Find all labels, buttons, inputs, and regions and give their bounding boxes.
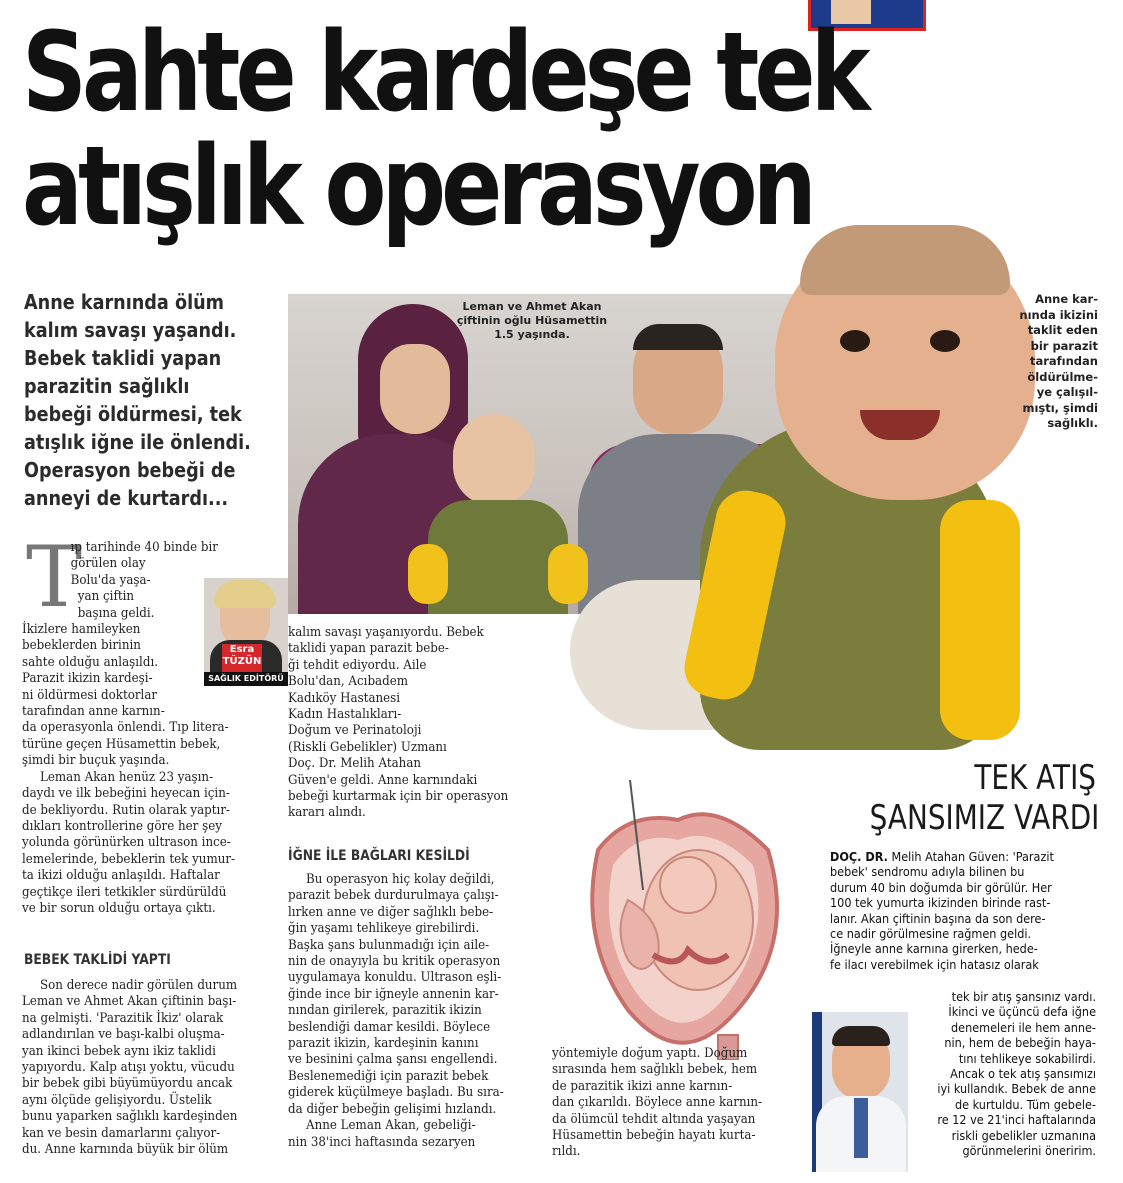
subheading-bebek-taklidi: BEBEK TAKLİDİ YAPTI <box>24 952 171 968</box>
headline-line-1: Sahte kardeşe tek <box>22 8 866 136</box>
box-title: TEK ATIŞ ŞANSIMIZ VARDI <box>869 758 1100 838</box>
uterus-svg <box>568 780 808 1060</box>
headline-line-2: atışlık operasyon <box>22 122 812 250</box>
author-last-name: TÜZÜN <box>222 656 262 667</box>
baby-photo <box>560 220 1060 780</box>
subheading-igne: İĞNE İLE BAĞLARI KESİLDİ <box>288 848 470 864</box>
doctor-photo <box>812 1012 908 1172</box>
column-1-intro: ıp tarihinde 40 binde bir görülen olay Bolu'da yaşa- yan çiftin başına geldi. İkizlere hamileyken bebeklerden birinin sahte olduğu anlaşıldı. Parazit ikizin kardeşi- ni öldürmesi doktorlar tarafından anne karnın- da operasyonla önlendi. Tıp litera- türüne geçen Hüsamettin bebek, şimdi bir buçuk yaşında. Leman Akan henüz 23 yaşın- daydı ve ilk bebeğini heyecan için- de bekliyordu. Rutin olarak yaptır- dıkları kontrollerine göre her şey yolunda görünürken ultrason ince- lemelerinde, bebeklerin tek yumur- ta ikizi olduğu anlaşıldı. Haftalar geçtikçe ileri tetkikler sürdürüldü ve bir sorun olduğu ortaya çıktı. <box>22 540 236 916</box>
box-lead: DOÇ. DR. <box>830 850 888 865</box>
author-role: SAĞLIK EDİTÖRÜ <box>204 672 288 686</box>
uterus-illustration <box>568 780 808 1060</box>
drop-cap: T <box>26 528 83 626</box>
box-text: DOÇ. DR. Melih Atahan Güven: 'Parazit bebek' sendromu adıyla bilinen bu durum 40 bin doğumda bir görülür. Her 100 tek yumurta ikizinden birinde rast- lanır. Akan çiftinin başına da son dere- ce nadir görülmesine rağmen geldi. İğneyle anne karnına girerken, hede- fe ilacı verebilmek için hatasız olarak <box>830 850 1054 973</box>
column-3: yöntemiyle doğum yaptı. Doğum sırasında hem sağlıklı bebek, hem de parazitik ikizi anne karnın- dan çıkarıldı. Böylece anne karnın- da ölümcül tehdit altında yaşayan Hüsamettin bebeğin hayatı kurta- rıldı. <box>552 1046 763 1160</box>
photo-caption: Leman ve Ahmet Akan çiftinin oğlu Hüsamettin 1.5 yaşında. <box>456 300 608 341</box>
column-2-body: Bu operasyon hiç kolay değildi, parazit bebek durdurulmaya çalışı- lırken anne ve diğer sağlıklı bebe- ğin yaşamı tehlikeye girebilirdi. Başka şans bulunmadığı için aile- nin de onayıyla bu kritik operasyon uygulamaya konuldu. Ultrason eşli- ğinde ince bir iğneyle annenin kar- nından girilerek, parazitik ikizin beslendiği damar kesildi. Böylece parazit ikizin, kardeşinin kanını ve besinini çalma şansı engellendi. Beslenemediği için parazit bebek giderek küçülmeye başladı. Bu sıra- da diğer bebeğin gelişimi hızlandı. Anne Leman Akan, gebeliği- nin 38'inci haftasında sezaryen <box>288 872 504 1150</box>
author-first-name: Esra <box>229 644 255 655</box>
column-1-body: Son derece nadir görülen durum Leman ve Ahmet Akan çiftinin başı- na gelmişti. 'Parazitik İkiz' olarak adlandırılan ve başı-kalbi oluşma- yan ikinci bebek aynı ikiz taklidi yapıyordu. Kalp atışı yoktu, vücudu bir bebek gibi büyümüyordu ancak aynı ölçüde gelişiyordu. Üstelik bunu yaparken sağlıklı kardeşinden kan ve besin damarlarını çalıyor- du. Anne karnında büyük bir ölüm <box>22 978 238 1158</box>
box-text-right: tek bir atış şansınız vardı. İkinci ve üçüncü defa iğne denemeleri ile hem anne- nin, hem de bebeğin haya- tını tehlikeye sokabilirdi. Ancak o tek atış şansımızı iyi kullandık. Bebek de anne de kurtuldu. Tüm gebele- re 12 ve 21'inci haftalarında riskli gebelikler uzmanına görünmelerini öneririm. <box>937 990 1096 1160</box>
child-figure <box>428 414 568 614</box>
baby-caption: Anne kar- nında ikizini taklit eden bir parazit tarafından öldürülme- ye çalışıl- mıştı, şimdi sağlıklı. <box>1019 292 1098 430</box>
column-2-top: kalım savaşı yaşanıyordu. Bebek taklidi yapan parazit bebe- ği tehdit ediyordu. Aile Bolu'dan, Acıbadem Kadıköy Hastanesi Kadın Hastalıkları- Doğum ve Perinatoloji (Riskli Gebelikler) Uzmanı Doç. Dr. Melih Atahan Güven'e geldi. Anne karnındaki bebeği kurtarmak için bir operasyon kararı alındı. <box>288 625 509 821</box>
lead-paragraph: Anne karnında ölüm kalım savaşı yaşandı. Bebek taklidi yapan parazitin sağlıklı bebeği öldürmesi, tek atışlık iğne ile önlendi. Operasyon bebeği de anneyi de kurtardı... <box>24 290 251 510</box>
